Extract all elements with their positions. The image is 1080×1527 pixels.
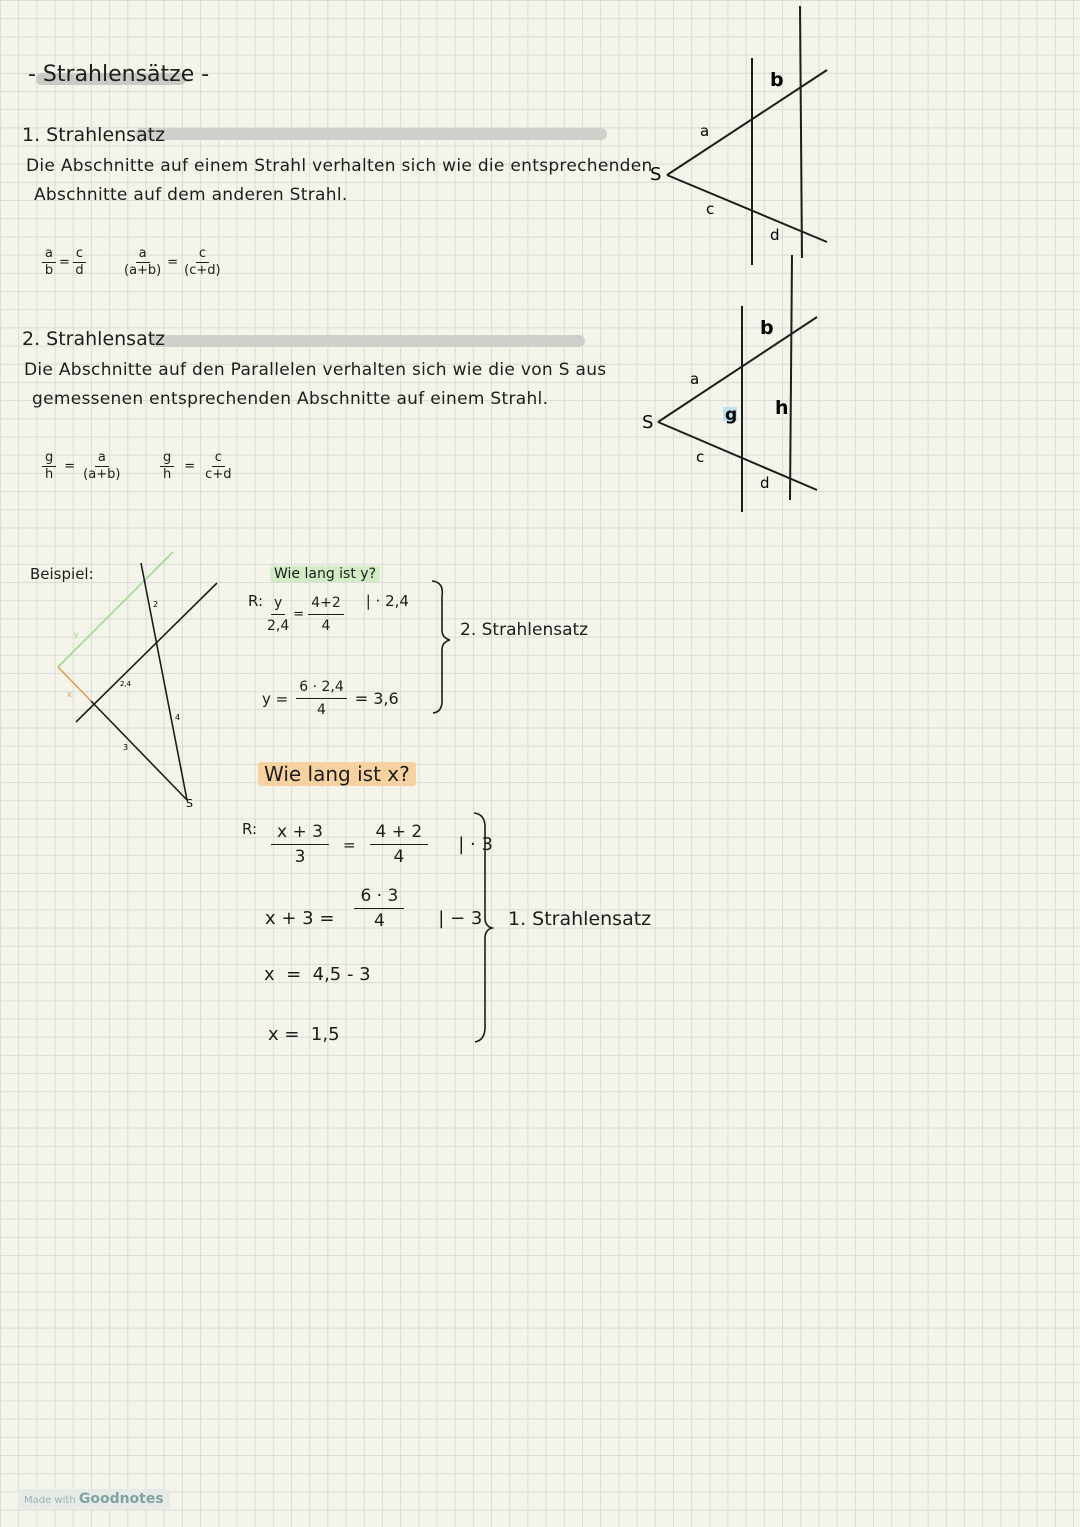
brace-y-label: 2. Strahlensatz bbox=[460, 620, 589, 640]
theorem1-text-line1: Die Abschnitte auf einem Strahl verhalten sich wie die entsprechenden bbox=[26, 156, 653, 176]
question-y bbox=[270, 566, 380, 582]
label-4: 4 bbox=[175, 713, 181, 722]
theorem2-text bbox=[24, 356, 606, 414]
theorem2-heading: 2. Strahlensatz bbox=[22, 328, 166, 350]
equals-sign: = bbox=[58, 255, 70, 270]
operation: | − 3 bbox=[438, 908, 483, 929]
theorem2-formula2 bbox=[160, 450, 231, 483]
goodnotes-badge bbox=[18, 1489, 170, 1509]
fraction: $\frac{4+2}{4}$ bbox=[308, 592, 344, 637]
fraction: $\frac{6 \cdot 2,4}{4}$ bbox=[296, 676, 347, 721]
r-label: R: bbox=[242, 820, 258, 838]
operation: | · 3 bbox=[458, 834, 493, 855]
theorem2-text-line1: Die Abschnitte auf den Parallelen verhalten sich wie die von S aus bbox=[24, 360, 607, 380]
theorem1-highlight bbox=[135, 128, 607, 140]
theorem1-text-line2: Abschnitte auf dem anderen Strahl. bbox=[34, 185, 348, 205]
theorem1-text bbox=[26, 152, 653, 210]
equals-sign: = bbox=[64, 459, 76, 474]
label-h: h bbox=[775, 397, 789, 419]
fraction: $\frac{c}{(c+d)}$ bbox=[184, 246, 221, 278]
brace-y bbox=[428, 578, 458, 716]
theorem2-formula1 bbox=[42, 450, 120, 483]
made-with-text: Made with bbox=[24, 1495, 76, 1506]
lhs: x + 3 = bbox=[265, 908, 335, 929]
fraction: $\frac{6 \cdot 3}{4}$ bbox=[354, 884, 404, 933]
ray-upper bbox=[658, 317, 817, 422]
calc-y-line1 bbox=[248, 592, 409, 637]
label-a: a bbox=[700, 122, 710, 140]
calc-x-line1 bbox=[242, 820, 493, 869]
fraction: $\frac{g}{h}$ bbox=[160, 450, 174, 483]
calc-x-line3: x = 4,5 - 3 bbox=[264, 964, 371, 985]
parallel-2 bbox=[800, 6, 802, 258]
segment-x bbox=[58, 667, 91, 701]
label-b: b bbox=[770, 69, 784, 91]
theorem2-text-line2: gemessenen entsprechenden Abschnitte auf einem Strahl. bbox=[32, 389, 549, 409]
equals-sign: = bbox=[184, 459, 196, 474]
goodnotes-brand: Goodnotes bbox=[78, 1491, 164, 1507]
theorem1-heading: 1. Strahlensatz bbox=[22, 124, 166, 146]
result: = 3,6 bbox=[354, 689, 399, 708]
question-x-text: Wie lang ist x? bbox=[258, 762, 416, 786]
page-title: - Strahlensätze - bbox=[28, 62, 210, 87]
label-2-4: 2,4 bbox=[120, 680, 132, 688]
label-y: y bbox=[74, 630, 79, 639]
brace-x bbox=[470, 810, 500, 1046]
lhs: y = bbox=[262, 689, 289, 708]
theorem2-highlight bbox=[150, 335, 585, 347]
example-label: Beispiel: bbox=[30, 565, 94, 583]
label-c: c bbox=[696, 448, 705, 466]
fraction: $\frac{a}{(a+b)}$ bbox=[124, 246, 162, 278]
ray-lower bbox=[667, 175, 827, 242]
segment-y bbox=[58, 552, 173, 667]
question-x bbox=[258, 762, 416, 786]
label-b: b bbox=[760, 317, 774, 339]
label-S: S bbox=[642, 412, 654, 433]
calc-x-line4: x = 1,5 bbox=[268, 1024, 340, 1045]
r-label: R: bbox=[248, 592, 264, 610]
fraction: $\frac{x + 3}{3}$ bbox=[271, 820, 329, 869]
label-d: d bbox=[770, 226, 780, 244]
diagram-theorem2 bbox=[630, 250, 840, 520]
label-S: S bbox=[650, 164, 662, 185]
fraction: $\frac{a}{(a+b)}$ bbox=[83, 450, 121, 482]
ray-upper bbox=[667, 70, 827, 175]
ray-left bbox=[91, 701, 187, 800]
ray-lower bbox=[658, 422, 817, 490]
label-g: g bbox=[725, 405, 738, 425]
ray-right bbox=[141, 563, 187, 800]
label-2: 2 bbox=[153, 600, 159, 609]
label-S: S bbox=[186, 797, 193, 810]
brace-x-label: 1. Strahlensatz bbox=[508, 908, 652, 930]
fraction: $\frac{a}{b}$ bbox=[42, 246, 56, 279]
parallel-line bbox=[76, 583, 217, 722]
label-3: 3 bbox=[123, 743, 129, 752]
fraction: $\frac{c}{c+d}$ bbox=[205, 450, 232, 482]
fraction: $\frac{4 + 2}{4}$ bbox=[370, 820, 429, 869]
theorem1-formula1 bbox=[42, 246, 86, 279]
fraction: $\frac{y}{2,4}$ bbox=[267, 592, 289, 637]
label-a: a bbox=[690, 370, 700, 388]
question-y-text: Wie lang ist y? bbox=[270, 566, 380, 582]
operation: | · 2,4 bbox=[365, 592, 409, 610]
fraction: $\frac{c}{d}$ bbox=[73, 246, 86, 279]
equals-sign: = bbox=[293, 607, 305, 622]
equals-sign: = bbox=[342, 835, 356, 854]
example-figure bbox=[50, 545, 240, 820]
label-c: c bbox=[706, 200, 715, 218]
theorem1-formula2 bbox=[124, 246, 221, 279]
parallel-h bbox=[790, 255, 792, 500]
equals-sign: = bbox=[167, 255, 179, 270]
fraction: $\frac{g}{h}$ bbox=[42, 450, 56, 483]
calc-x-line2 bbox=[265, 884, 482, 933]
calc-y-line2 bbox=[262, 676, 399, 721]
label-x: x bbox=[67, 690, 72, 699]
diagram-theorem1 bbox=[640, 0, 840, 270]
label-d: d bbox=[760, 474, 770, 492]
